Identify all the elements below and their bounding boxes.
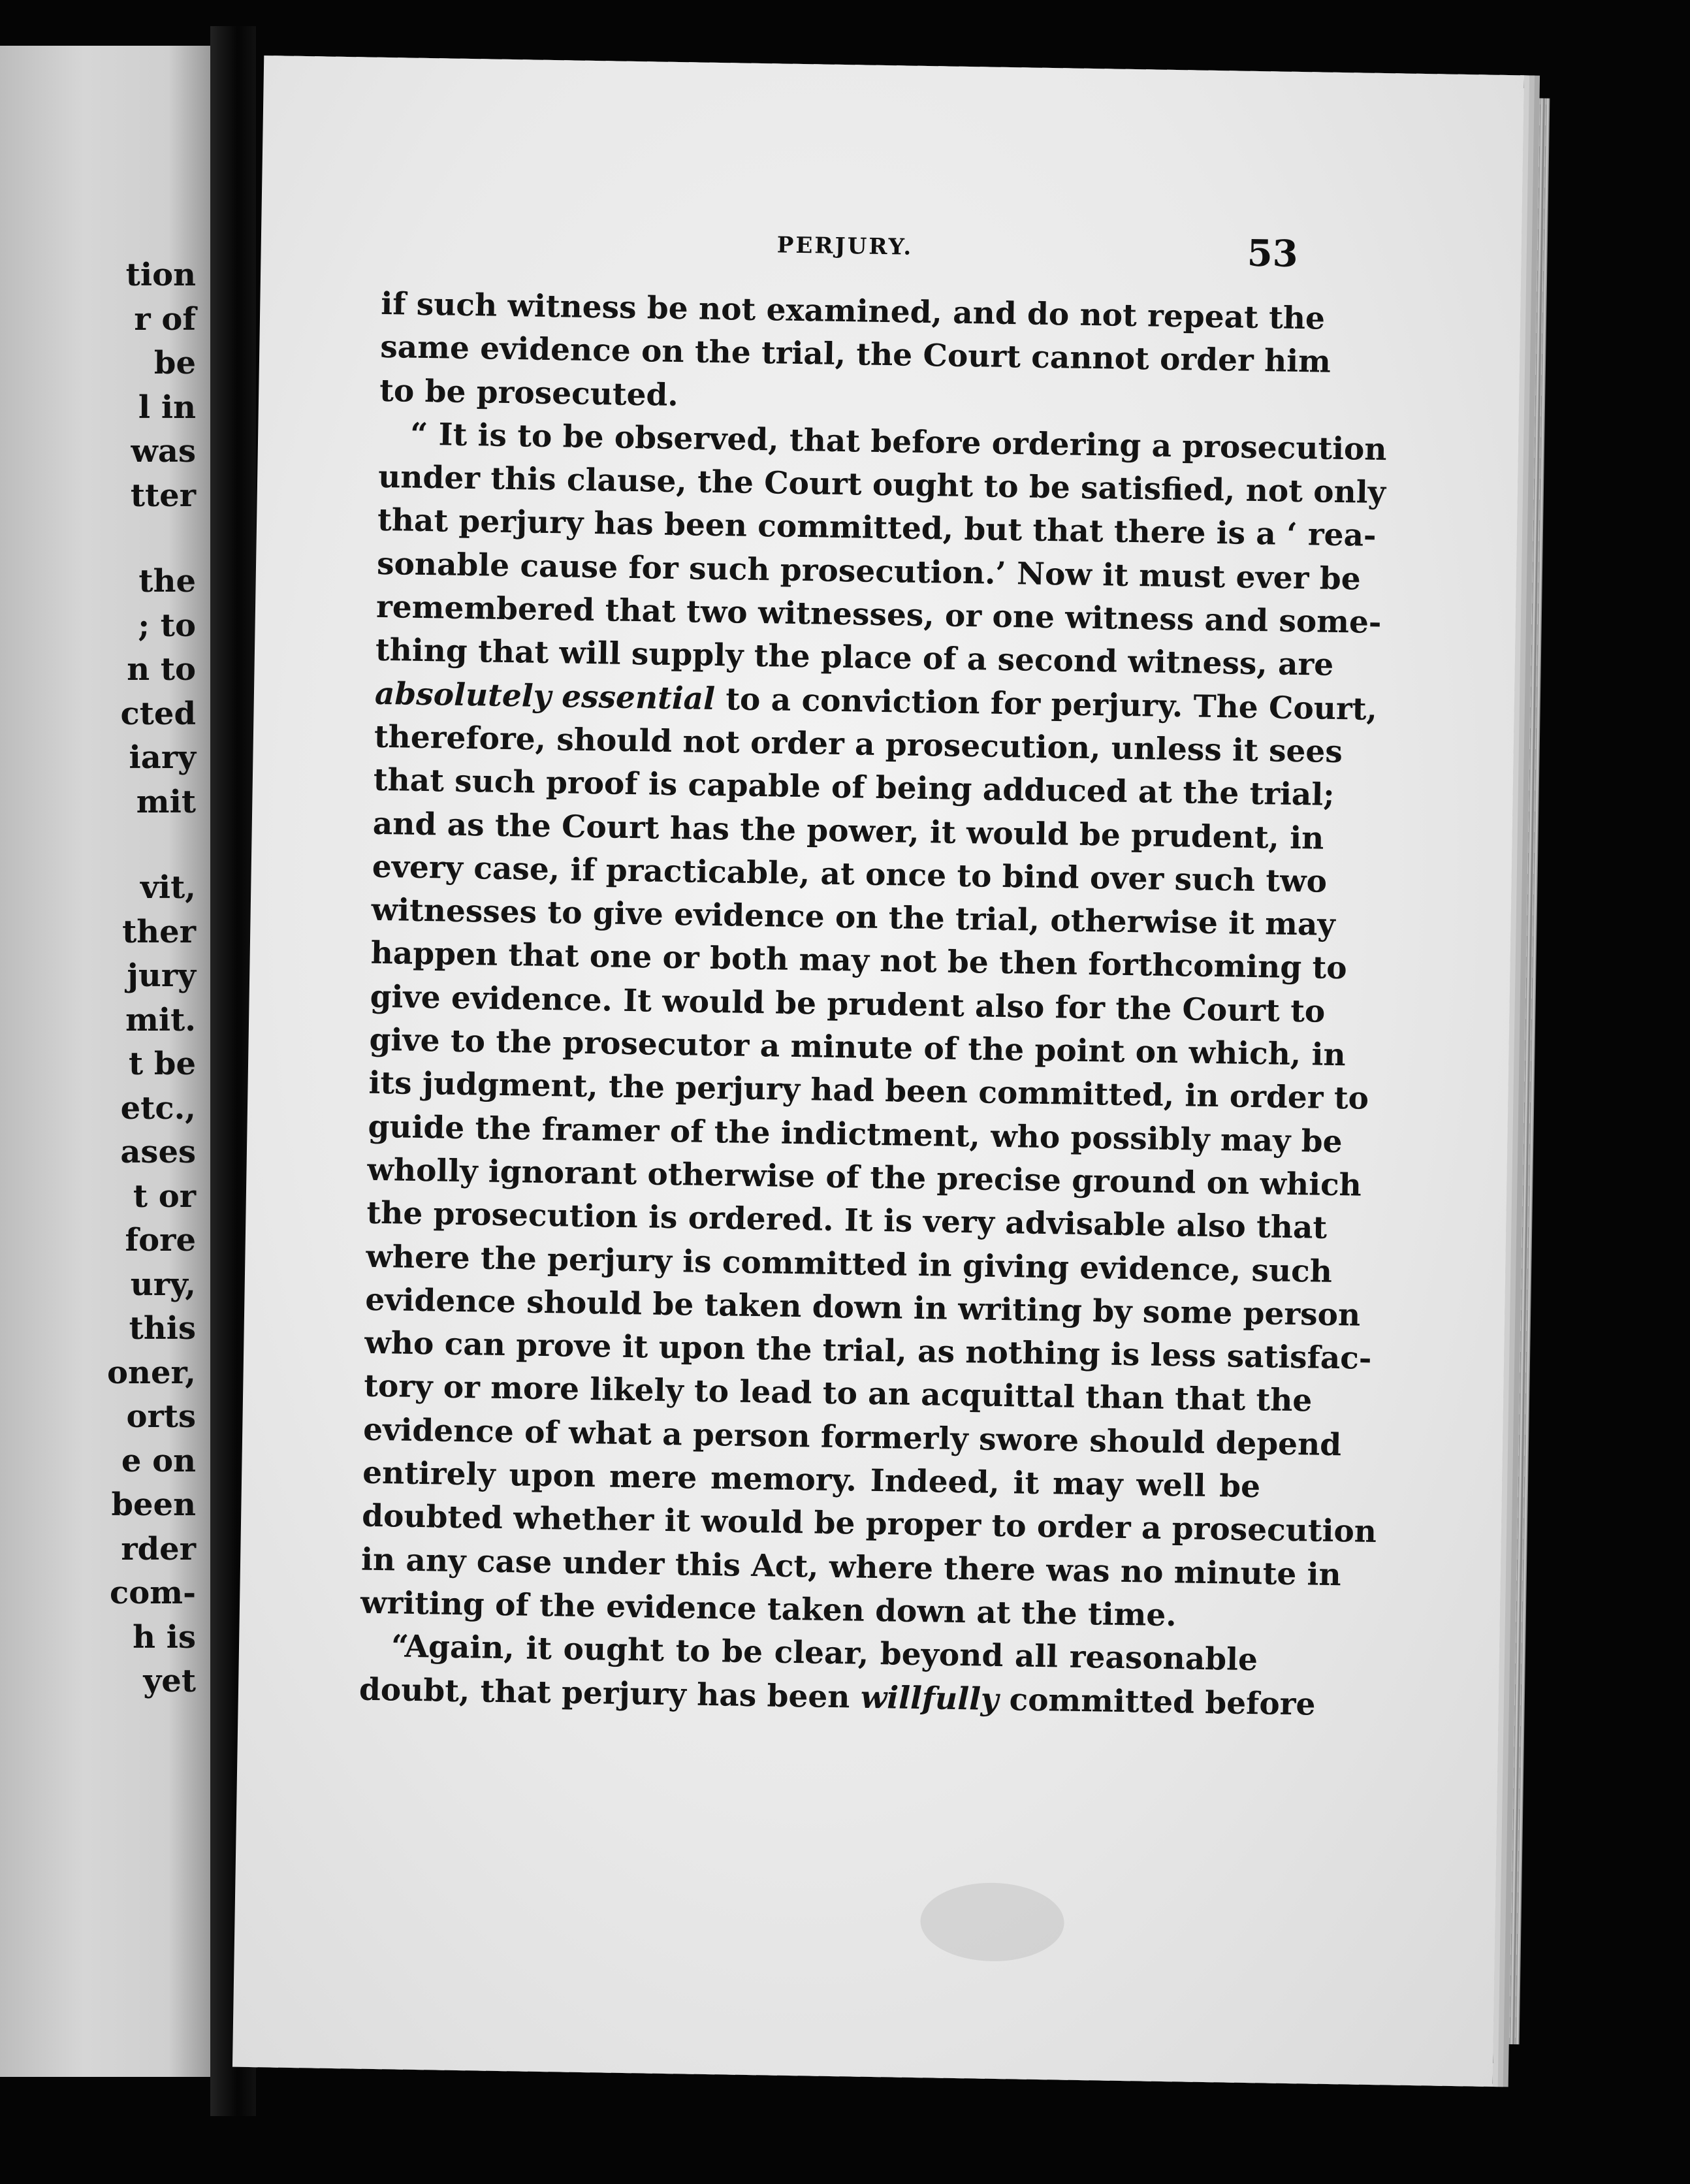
running-head: PERJURY. <box>776 232 914 261</box>
text-line: who can prove it upon the trial, as nothing is less satisfac- <box>364 1325 1372 1377</box>
page-header <box>261 219 1522 291</box>
text-run: to a conviction for perjury. The Court, <box>714 681 1378 728</box>
previous-page-fragment: iary <box>129 739 196 776</box>
previous-page-fragment: mit <box>136 783 196 820</box>
previous-page-fragment: fore <box>125 1222 196 1259</box>
previous-page-fragment: ther <box>122 913 196 950</box>
previous-page-fragment: mit. <box>125 1001 196 1038</box>
text-line: every case, if practicable, at once to bind over such two <box>372 848 1328 900</box>
previous-page-fragment: oner, <box>107 1354 196 1391</box>
italic-emphasis: absolutely essential <box>374 675 716 717</box>
text-line: witnesses to give evidence on the trial, otherwise it may <box>371 891 1336 944</box>
previous-page-fragment: tter <box>130 477 196 514</box>
text-line: and as the Court has the power, it would be prudent, in <box>372 805 1324 857</box>
previous-page-fragment: been <box>111 1486 196 1523</box>
previous-page-fragment: t be <box>129 1046 196 1082</box>
text-line: evidence should be taken down in writing by some person <box>364 1281 1361 1334</box>
previous-page-text-fragments <box>107 253 196 1704</box>
previous-page-fragment: ury, <box>130 1266 196 1303</box>
previous-page-fragment: rder <box>121 1530 196 1567</box>
previous-page-fragment: this <box>129 1310 196 1347</box>
previous-page-fragment: etc., <box>120 1089 196 1127</box>
text-line: give to the prosecutor a minute of the point on which, in <box>369 1021 1347 1074</box>
page-number: 53 <box>1247 231 1299 276</box>
text-line: therefore, should not order a prosecution, unless it sees <box>374 718 1343 771</box>
text-line: that perjury has been committed, but that there is a ‘ rea- <box>377 502 1377 554</box>
previous-page-fragment: ; to <box>138 607 196 644</box>
previous-page-fragment: l in <box>138 389 196 426</box>
text-line: sonable cause for such prosecution.’ Now it must ever be <box>376 545 1362 598</box>
previous-page-fragment: r of <box>134 300 196 338</box>
text-line: to be prosecuted. <box>379 372 679 413</box>
previous-page-fragment: jury <box>127 957 196 994</box>
text-run: committed before <box>998 1681 1316 1723</box>
text-line: under this clause, the Court ought to be satisfied, not only <box>377 459 1386 511</box>
text-line: the prosecution is ordered. It is very advisable also that <box>366 1195 1328 1247</box>
previous-page-fragment: ases <box>120 1134 196 1170</box>
previous-page-fragment: was <box>131 433 196 470</box>
previous-page-fragment: the <box>138 563 196 600</box>
text-line: writing of the evidence taken down at the time. <box>360 1584 1177 1634</box>
previous-page-edge <box>0 46 210 2077</box>
previous-page-fragment: orts <box>126 1398 196 1435</box>
previous-page-fragment: yet <box>143 1663 196 1699</box>
book-page <box>232 56 1524 2087</box>
body-text <box>359 283 1387 1726</box>
text-line: happen that one or both may not be then forthcoming to <box>370 935 1348 987</box>
text-line: doubted whether it would be proper to order a prosecution <box>361 1498 1377 1550</box>
text-line: same evidence on the trial, the Court cannot order him <box>379 329 1331 381</box>
previous-page-fragment: h is <box>133 1618 196 1656</box>
text-line: remembered that two witnesses, or one witness and some- <box>375 588 1382 641</box>
text-line: in any case under this Act, where there was no minute in <box>360 1541 1342 1593</box>
text-line: give evidence. It would be prudent also for the Court to <box>370 978 1326 1030</box>
text-line: entirely upon mere memory. Indeed, it may well be <box>362 1454 1261 1505</box>
text-line: where the perjury is committed in giving evidence, such <box>366 1238 1333 1290</box>
previous-page-fragment: e on <box>121 1442 196 1479</box>
text-line: its judgment, the perjury had been committed, in order to <box>368 1065 1369 1117</box>
italic-emphasis: willfully <box>860 1679 999 1718</box>
text-line: if such witness be not examined, and do not repeat the <box>380 285 1326 337</box>
previous-page-fragment: cted <box>120 695 196 732</box>
previous-page-fragment: com- <box>110 1575 196 1611</box>
text-line: guide the framer of the indictment, who possibly may be <box>368 1108 1343 1160</box>
text-line: that such proof is capable of being adduced at the trial; <box>373 762 1335 814</box>
previous-page-fragment: be <box>153 345 196 381</box>
previous-page-fragment <box>107 518 196 560</box>
text-line: tory or more likely to lead to an acquittal than that the <box>363 1368 1313 1419</box>
text-line: evidence of what a person formerly swore should depend <box>362 1411 1342 1463</box>
text-run: doubt, that perjury has been <box>359 1671 861 1716</box>
previous-page-fragment <box>107 824 196 866</box>
previous-page-fragment: tion <box>125 257 196 293</box>
text-line: “ It is to be observed, that before ordering a prosecution <box>409 416 1387 468</box>
previous-page-fragment: n to <box>127 651 196 688</box>
text-line: “Again, it ought to be clear, beyond all reasonable <box>391 1628 1258 1678</box>
text-line: thing that will supply the place of a second witness, are <box>375 632 1334 684</box>
text-line: wholly ignorant otherwise of the precise ground on which <box>367 1151 1362 1204</box>
previous-page-fragment: t or <box>133 1178 196 1215</box>
previous-page-fragment: vit, <box>140 869 196 906</box>
paper-stain <box>920 1882 1065 1962</box>
